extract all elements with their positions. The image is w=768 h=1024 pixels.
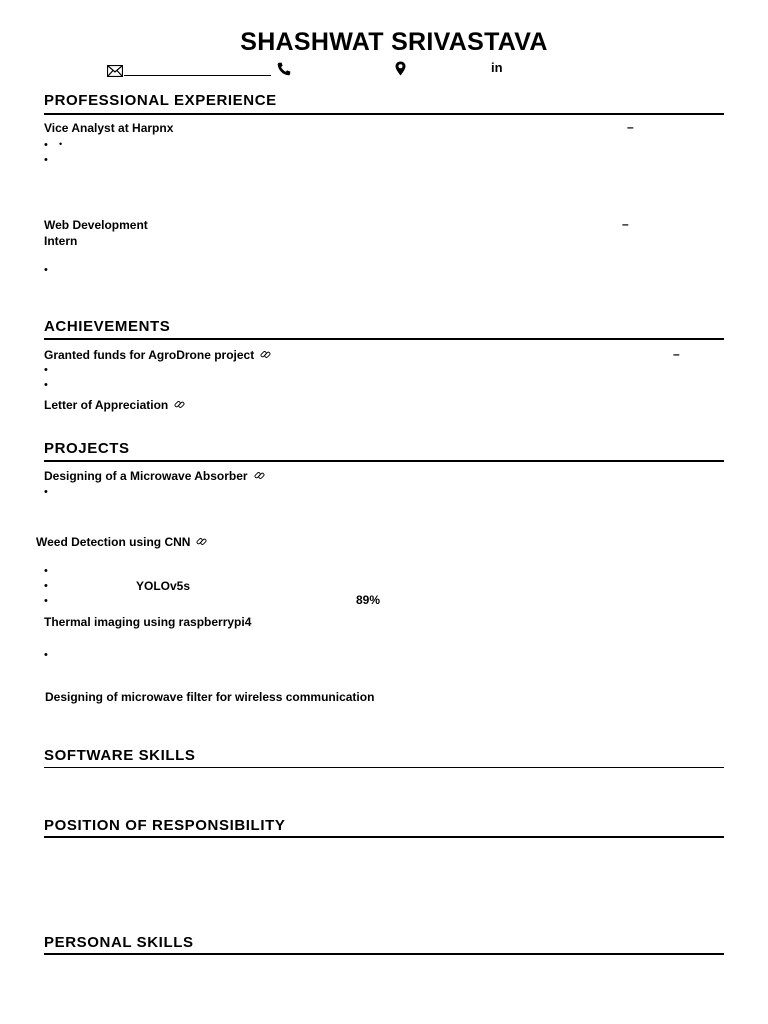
experience-role: Web Development [44, 218, 148, 232]
project-title: Weed Detection using CNN [36, 535, 207, 549]
section-divider [44, 836, 724, 838]
achievement-title: Letter of Appreciation [44, 398, 185, 412]
bullet-point: • [44, 580, 48, 592]
location-icon [395, 61, 406, 76]
section-divider [44, 767, 724, 768]
project-accuracy: 89% [356, 593, 381, 607]
bullet-point: • [59, 139, 63, 149]
section-title-achievements: ACHIEVEMENTS [44, 318, 171, 335]
bullet-point: • [44, 264, 48, 276]
date-separator: – [673, 347, 680, 361]
project-title: Designing of a Microwave Absorber [44, 469, 265, 483]
link-icon[interactable] [254, 470, 265, 481]
link-icon[interactable] [174, 399, 185, 410]
bullet-point: • [44, 486, 48, 498]
bullet-point: • [44, 154, 48, 166]
phone-icon [277, 62, 291, 76]
section-title-experience: PROFESSIONAL EXPERIENCE [44, 92, 277, 109]
email-underline [124, 75, 271, 76]
mail-icon [107, 65, 123, 77]
bullet-point: • [44, 139, 48, 151]
section-divider [44, 953, 724, 955]
candidate-name: SHASHWAT SRIVASTAVA [240, 28, 548, 56]
section-title-projects: PROJECTS [44, 440, 130, 457]
link-icon[interactable] [260, 349, 271, 360]
experience-role: Vice Analyst at Harpnx [44, 121, 174, 135]
link-icon[interactable] [196, 536, 207, 547]
bullet-point: • [44, 595, 48, 607]
section-title-responsibility: POSITION OF RESPONSIBILITY [44, 817, 286, 834]
linkedin-icon: in [491, 60, 503, 75]
achievement-title: Granted funds for AgroDrone project [44, 348, 271, 362]
date-separator: – [627, 120, 634, 134]
bullet-point: • [44, 649, 48, 661]
date-separator: – [622, 217, 629, 231]
section-title-personal-skills: PERSONAL SKILLS [44, 934, 194, 951]
project-title: Thermal imaging using raspberrypi4 [44, 615, 252, 629]
bullet-point: • [44, 565, 48, 577]
experience-role: Intern [44, 234, 78, 248]
section-divider [44, 338, 724, 340]
section-divider [44, 113, 724, 115]
section-title-software-skills: SOFTWARE SKILLS [44, 747, 196, 764]
project-title: Designing of microwave filter for wireless communication [45, 690, 375, 704]
bullet-point: • [44, 364, 48, 376]
section-divider [44, 460, 724, 462]
project-model-name: YOLOv5s [136, 579, 191, 593]
bullet-point: • [44, 379, 48, 391]
